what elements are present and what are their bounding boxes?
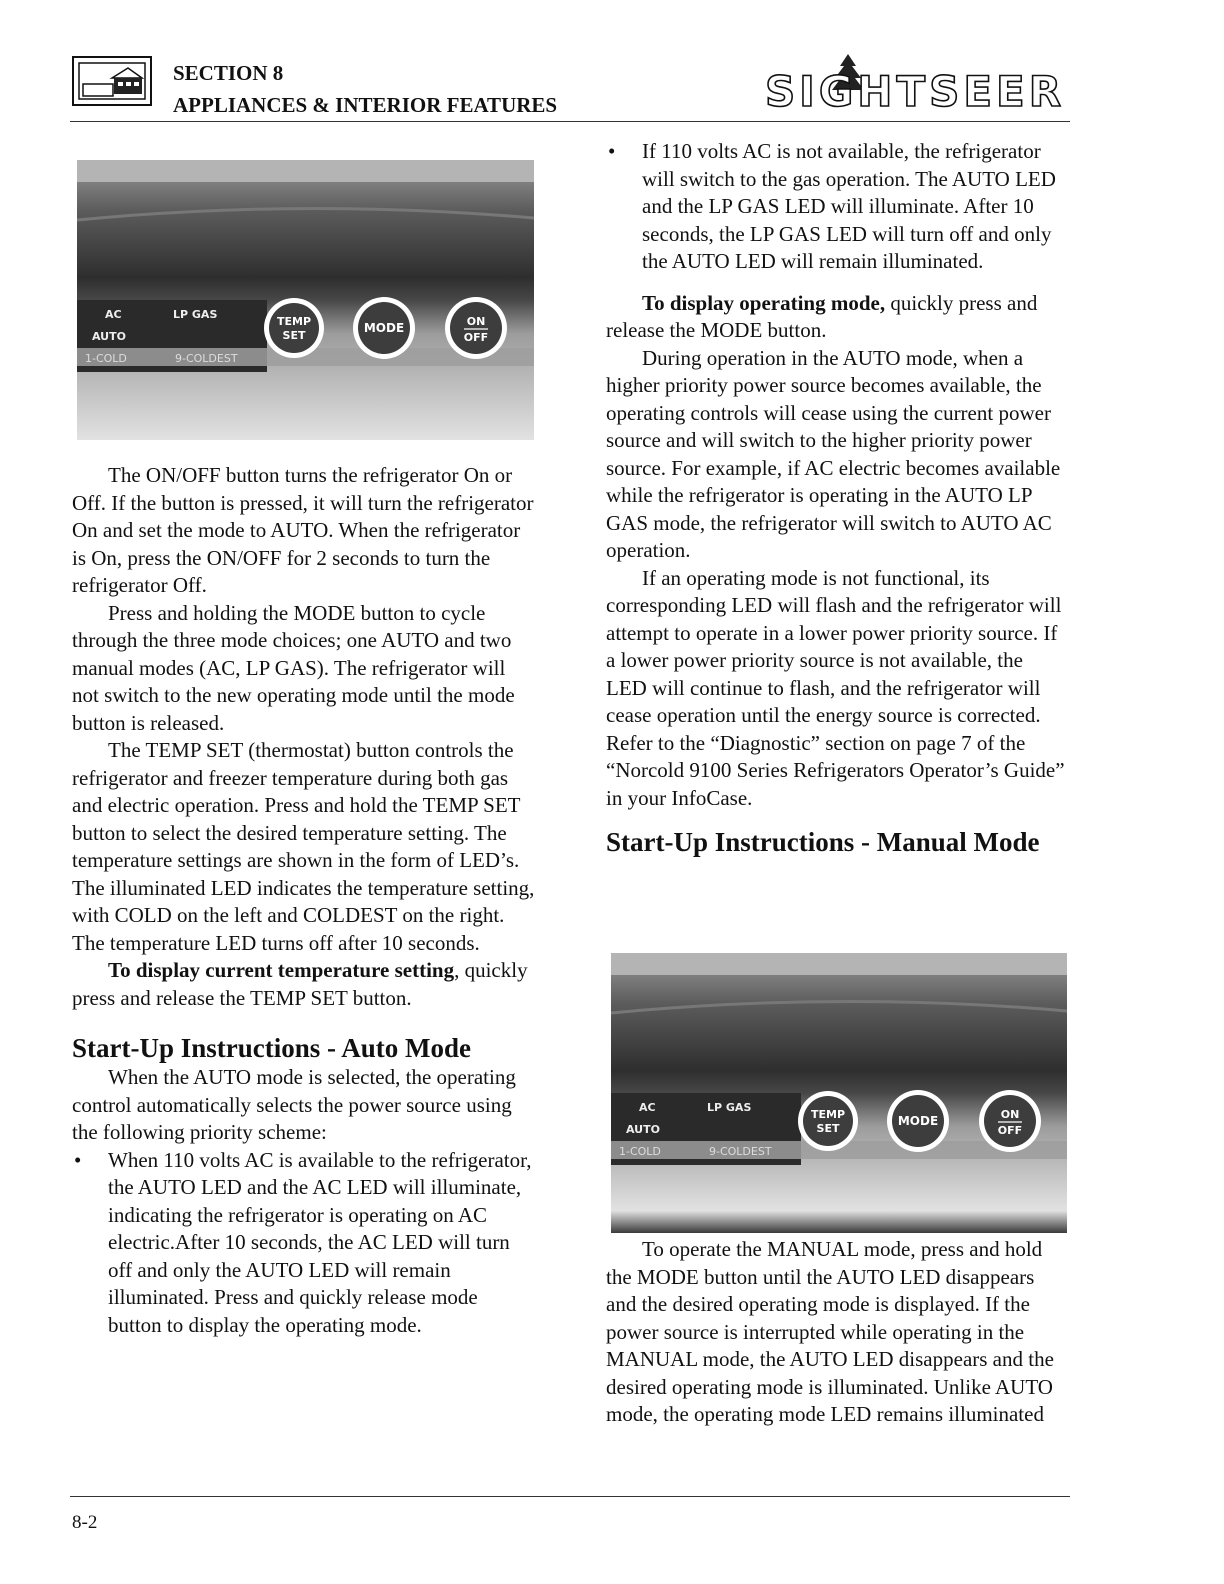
- right-column: [606, 138, 1068, 858]
- sightseer-logo: [760, 50, 1070, 114]
- coldest-led-label: 9-COLDEST: [709, 1145, 772, 1158]
- set-label: SET: [816, 1122, 840, 1135]
- on-off-button: [445, 297, 507, 359]
- set-label: SET: [282, 329, 306, 342]
- led-flash-paragraph: If an operating mode is not functional, its corresponding LED will flash and the refrigerator will attempt to operate in a lower power priority source. If a lower power priority source is not available, the LED will continue to flash, and the refrigerator will cease operation until the energy source is corrected. Refer to the “Diagnostic” section on page 7 of the “Norcold 9100 Series Refrigerators Operator’s Guide” in your InfoCase.: [606, 565, 1065, 810]
- priority-list: [72, 1147, 536, 1340]
- lp-gas-led-label: LP GAS: [173, 308, 218, 321]
- right-column-bottom: [606, 1236, 1068, 1429]
- cold-led-label: 1-COLD: [619, 1145, 661, 1158]
- section-icon: [72, 56, 152, 106]
- ac-led-label: AC: [639, 1101, 656, 1114]
- ac-led-label: AC: [105, 308, 122, 321]
- section-heading: [173, 57, 557, 121]
- coldest-led-label: 9-COLDEST: [175, 352, 238, 365]
- temp-set-button: [264, 298, 324, 358]
- display-temp-text: , quickly press and release the TEMP SET button.: [72, 958, 528, 1010]
- mode-button: [887, 1090, 949, 1152]
- temp-label: TEMP: [276, 315, 312, 328]
- display-mode-lead: To display operating mode,: [642, 290, 886, 315]
- auto-led-label: AUTO: [92, 330, 126, 343]
- cold-led-label: 1-COLD: [85, 352, 127, 365]
- footer-rule: [70, 1496, 1070, 1497]
- auto-switch-paragraph: During operation in the AUTO mode, when a higher priority power source becomes available, the operating controls will cease using the current power source and will switch to the higher priority power source. For example, if AC electric becomes available while the refrigerator is operating in the AUTO LP GAS mode, the refrigerator will switch to AUTO AC operation.: [606, 345, 1061, 562]
- auto-led-label: AUTO: [626, 1123, 660, 1136]
- off-label: OFF: [463, 331, 489, 344]
- auto-mode-heading: Start-Up Instructions - Auto Mode: [72, 1033, 472, 1063]
- mode-button: [353, 297, 415, 359]
- on-off-button: [979, 1090, 1041, 1152]
- on-label: ON: [466, 315, 486, 328]
- display-mode-text: quickly press and release the MODE button.: [606, 290, 1038, 342]
- page-number: 8-2: [72, 1512, 98, 1533]
- off-label: OFF: [997, 1124, 1023, 1137]
- priority-list-item: • When 110 volts AC is available to the refrigerator, the AUTO LED and the AC LED will illuminate, indicating the refrigerator is operating on AC electric.After 10 seconds, the AC LED will turn off and only the AUTO LED will remain illuminated. Press and quickly release mode button to display the operating mode.: [72, 1147, 536, 1340]
- display-mode-paragraph: [606, 290, 1068, 345]
- display-temp-lead: To display current temperature setting: [108, 958, 455, 982]
- priority-list-continued: [606, 138, 1068, 276]
- priority-list-item: • If 110 volts AC is not available, the refrigerator will switch to the gas operation. The AUTO LED and the LP GAS LED will illuminate. After 10 seconds, the LP GAS LED will turn off and only the AUTO LED will remain illuminated.: [606, 138, 1068, 276]
- section-title: APPLIANCES & INTERIOR FEATURES: [173, 93, 558, 117]
- temp-set-paragraph: The TEMP SET (thermostat) button controls the refrigerator and freezer temperature during both gas and electric operation. Press and hold the TEMP SET button to select the desired temperature setting. The temperature settings are shown in the form of LED’s. The illuminated LED indicates the temperature setting, with COLD on the left and COLDEST on the right. The temperature LED turns off after 10 seconds.: [72, 738, 535, 955]
- mode-label: MODE: [363, 321, 405, 335]
- on-off-paragraph: The ON/OFF button turns the refrigerator On or Off. If the button is pressed, it will turn the refrigerator On and set the mode to AUTO. When the refrigerator is On, press the ON/OFF for 2 seconds to turn the refrigerator Off.: [72, 463, 534, 597]
- section-number: SECTION 8: [173, 61, 284, 85]
- mode-label: MODE: [897, 1114, 939, 1128]
- display-temp-paragraph: [72, 957, 536, 1012]
- manual-mode-heading: Start-Up Instructions - Manual Mode: [606, 827, 1040, 857]
- left-column: [72, 462, 536, 1339]
- mode-paragraph: Press and holding the MODE button to cycle through the three mode choices; one AUTO and two manual modes (AC, LP GAS). The refrigerator will not switch to the new operating mode until the mode button is released.: [72, 600, 515, 735]
- manual-mode-paragraph: To operate the MANUAL mode, press and hold the MODE button until the AUTO LED disappears and the desired operating mode is displayed. If the power source is interrupted while operating in the MANUAL mode, the AUTO LED disappears and the desired operating mode is illuminated. Unlike AUTO mode, the operating mode LED remains illuminated: [606, 1237, 1054, 1426]
- on-label: ON: [1000, 1108, 1020, 1121]
- control-panel-photo: [77, 160, 534, 440]
- header-rule: [70, 121, 1070, 122]
- logo-wordmark: SIGHTSEER: [764, 67, 1066, 114]
- temp-set-button: [798, 1091, 858, 1151]
- auto-mode-intro: When the AUTO mode is selected, the operating control automatically selects the power source using the following priority scheme:: [72, 1065, 516, 1144]
- lp-gas-led-label: LP GAS: [707, 1101, 752, 1114]
- temp-label: TEMP: [810, 1108, 846, 1121]
- control-panel-photo: [611, 953, 1067, 1233]
